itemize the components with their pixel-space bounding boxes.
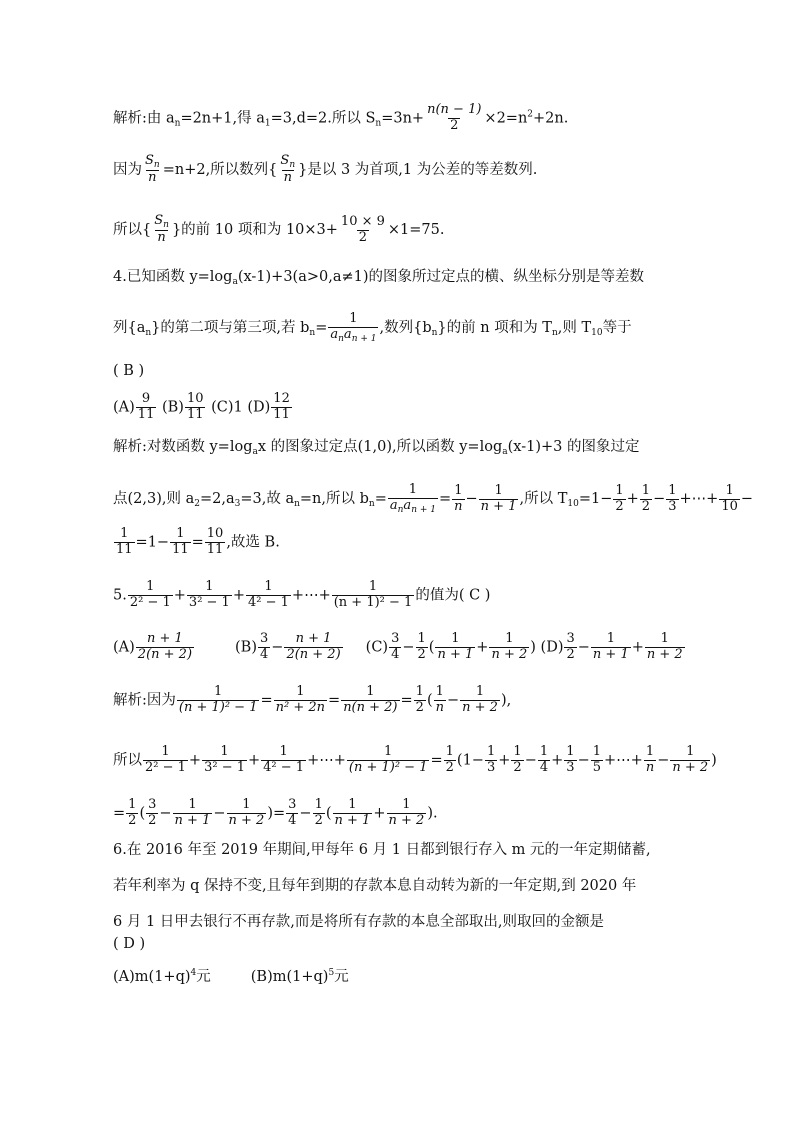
fraction: $\frac{1}{3}$: [566, 744, 575, 775]
fraction: $\frac{1}{a_na_{n + 1}}$: [330, 311, 377, 344]
fraction: $\frac{1}{\text{n² + 2n}}$: [275, 684, 326, 715]
fraction: $\frac{10 \times 9}{2}$: [340, 213, 385, 245]
fraction: $\frac{1}{\text{2² − 1}}$: [145, 744, 186, 775]
question-4-line-2: 列$\{a_n\}$的第二项与第三项,若 $b_n=$ $\frac{1}{a_na_{n + 1}}$ ,数列$\{b_n\}$的前 n 项和为 $T_n$,则 $T_{10}$等于: [113, 311, 632, 344]
question-6-answer: ( D ): [113, 936, 146, 952]
solution-line-3: 所以{ $\frac{S_n}{n}$ }的前 10 项和为 10×3+ $\frac{10 \times 9}{2}$ ×1=75.: [113, 213, 445, 246]
solution-4-line-2: 点(2,3),则 $a_2=2,a_3=3$,故 $a_n=n$,所以 $b_n=$ $\frac{1}{a_na_{n + 1}}$ = $\frac{1}{n}$ − $\frac{1}{n + 1}$ ,所以 $T_{10}=1-$ $\frac{1}{2}$ + $\frac{1}{2}$ − $\frac{1}{3}$ +⋯+ $\frac{1}{10}$ −: [113, 482, 754, 515]
fraction: $\frac{1}{2}$: [513, 744, 522, 775]
fraction: $\frac{1}{a_na_{n + 1}}$: [389, 482, 436, 515]
fraction: $\frac{1}{n + 1}$: [174, 797, 211, 828]
fraction: $\frac{1}{n}$: [454, 482, 463, 514]
solution-5-line-2: 所以 $\frac{1}{\text{2² − 1}}$ + $\frac{1}{\text{3² − 1}}$ + $\frac{1}{\text{4² − 1}}$ +⋯+ $\frac{1}{\text{(n + 1)² − 1}}$ = $\frac{1}{2}$ (1− $\frac{1}{3}$ + $\frac{1}{2}$ − $\frac{1}{4}$ + $\frac{1}{3}$ − $\frac{1}{5}$ +⋯+ $\frac{1}{n}$ − $\frac{1}{n + 2}$ ): [113, 744, 717, 775]
fraction: $\frac{S_n}{n}$: [145, 153, 160, 186]
fraction: $\frac{1}{n + 2}$: [462, 684, 498, 715]
fraction: $\frac{1}{\text{(n + 1)² − 1}}$: [178, 684, 258, 715]
question-6-line-2: 若年利率为 q 保持不变,且每年到期的存款本息自动转为新的一年定期,到 2020 年: [113, 878, 637, 894]
question-4-answer: ( B ): [113, 363, 145, 379]
solution-5-line-1: 解析:因为 $\frac{1}{\text{(n + 1)² − 1}}$ = $\frac{1}{\text{n² + 2n}}$ = $\frac{1}{n(n + 2)}$ = $\frac{1}{2}$ ( $\frac{1}{n}$ − $\frac{1}{n + 2}$ ),: [113, 684, 512, 715]
fraction: $\frac{n(n - 1)}{2}$: [427, 102, 482, 133]
fraction: $\frac{3}{4}$: [288, 797, 297, 828]
fraction: $\frac{1}{\text{4² − 1}}$: [263, 744, 305, 775]
fraction: $\frac{1}{n(n + 2)}$: [343, 684, 398, 715]
fraction: $\frac{1}{\text{3² − 1}}$: [188, 579, 230, 610]
fraction: $\frac{1}{n + 2}$: [646, 631, 683, 662]
fraction: $\frac{1}{4}$: [539, 744, 549, 775]
fraction: $\frac{1}{n + 1}$: [480, 482, 517, 514]
fraction: $\frac{1}{11}$: [172, 526, 189, 557]
fraction: $\frac{1}{3}$: [668, 482, 677, 514]
fraction: $\frac{3}{2}$: [148, 797, 157, 828]
fraction: $\frac{1}{\text{(n + 1)² − 1}}$: [348, 744, 428, 775]
fraction: $\frac{1}{\text{4² − 1}}$: [248, 579, 289, 610]
fraction: $\frac{1}{\text{2² − 1}}$: [129, 579, 171, 610]
question-4-line-1: 4.已知函数 $y=\log_a(x-1)+3(a>0,a\ne 1)$的图象所过定点的横、纵坐标分别是等差数: [113, 269, 645, 287]
solution-4-line-1: 解析:对数函数 $y=\log_ax$ 的图象过定点(1,0),所以函数 $y=\log_a(x-1)+3$ 的图象过定: [113, 439, 640, 457]
fraction: $\frac{3}{4}$: [260, 631, 269, 662]
fraction: $\frac{1}{2}$: [128, 797, 137, 828]
fraction: $\frac{9}{11}$: [137, 391, 155, 422]
solution-5-line-3: = $\frac{1}{2}$ ( $\frac{3}{2}$ − $\frac{1}{n + 1}$ − $\frac{1}{n + 2}$ )= $\frac{3}{4}$ − $\frac{1}{2}$ ( $\frac{1}{n + 1}$ + $\frac{1}{n + 2}$ ).: [113, 797, 438, 828]
fraction: $\frac{1}{n + 1}$: [334, 797, 371, 828]
fraction: $\frac{1}{5}$: [592, 744, 601, 775]
fraction: $\frac{10}{11}$: [186, 391, 204, 422]
question-6-line-1: 6.在 2016 年至 2019 年期间,甲每年 6 月 1 日都到银行存入 m 元的一年定期储蓄,: [113, 842, 651, 858]
fraction: $\frac{1}{n + 2}$: [491, 631, 528, 662]
fraction: $\frac{1}{2}$: [641, 482, 651, 514]
fraction: $\frac{1}{n + 1}$: [592, 631, 629, 662]
fraction: $\frac{3}{4}$: [391, 631, 400, 662]
question-6-line-3: 6 月 1 日甲去银行不再存款,而是将所有存款的本息全部取出,则取回的金额是: [113, 914, 604, 930]
fraction: $\frac{1}{n + 1}$: [437, 631, 474, 662]
solution-line-1: 解析:由 $a_n=2n+1$,得 $a_1=3,d=2$.所以 $S_n=3n+$ $\frac{n(n - 1)}{2}$ $\times 2=n^2+2n$.: [113, 102, 569, 133]
fraction: $\frac{S_n}{n}$: [154, 213, 169, 246]
fraction: $\frac{1}{2}$: [415, 684, 424, 715]
fraction: $\frac{10}{11}$: [206, 526, 224, 557]
fraction: $\frac{n + 1}{2(n + 2)}$: [137, 631, 193, 662]
question-6-options: $(A)m(1+q)^4$元 $(B)m(1+q)^5$元: [113, 968, 349, 985]
fraction: $\frac{3}{2}$: [566, 631, 575, 662]
question-4-options: (A) $\frac{9}{11}$ (B) $\frac{10}{11}$ (C)1 (D) $\frac{12}{11}$: [113, 391, 290, 422]
fraction: $\frac{S_n}{n}$: [280, 153, 296, 186]
fraction: $\frac{1}{10}$: [721, 482, 738, 514]
fraction: $\frac{1}{3}$: [486, 744, 496, 775]
fraction: $\frac{1}{2}$: [314, 797, 323, 828]
question-5-options: (A) $\frac{n + 1}{2(n + 2)}$ (B) $\frac{3}{4}$ − $\frac{n + 1}{2(n + 2)}$ (C) $\frac{3}{4}$ − $\frac{1}{2}$ ( $\frac{1}{n + 1}$ + $\frac{1}{n + 2}$ ) (D) $\frac{3}{2}$ − $\frac{1}{n + 1}$ + $\frac{1}{n + 2}$: [113, 631, 683, 662]
fraction: $\frac{1}{\text{(n + 1)² − 1}}$: [333, 579, 413, 610]
question-5: 5. $\frac{1}{\text{2² − 1}}$ + $\frac{1}{\text{3² − 1}}$ + $\frac{1}{\text{4² − 1}}$ +⋯+ $\frac{1}{\text{(n + 1)² − 1}}$ 的值为( C ): [113, 579, 491, 610]
fraction: $\frac{1}{n + 2}$: [672, 744, 709, 775]
fraction: $\frac{1}{11}$: [116, 526, 133, 557]
fraction: $\frac{1}{n + 2}$: [228, 797, 265, 828]
fraction: $\frac{1}{n}$: [645, 744, 655, 775]
fraction: $\frac{1}{n + 2}$: [388, 797, 425, 828]
fraction: $\frac{1}{\text{3² − 1}}$: [204, 744, 245, 775]
solution-4-line-3: $\frac{1}{11}$ =1− $\frac{1}{11}$ = $\frac{10}{11}$ ,故选 B.: [116, 526, 280, 557]
fraction: $\frac{1}{2}$: [615, 482, 624, 514]
fraction: $\frac{12}{11}$: [273, 391, 290, 422]
solution-line-2: 因为 $\frac{S_n}{n}$ =n+2,所以数列{ $\frac{S_n}{n}$ }是以 3 为首项,1 为公差的等差数列.: [113, 153, 538, 186]
fraction: $\frac{1}{2}$: [445, 744, 454, 775]
fraction: $\frac{n + 1}{2(n + 2)}$: [286, 631, 341, 662]
fraction: $\frac{1}{2}$: [417, 631, 426, 662]
fraction: $\frac{1}{n}$: [435, 684, 444, 715]
